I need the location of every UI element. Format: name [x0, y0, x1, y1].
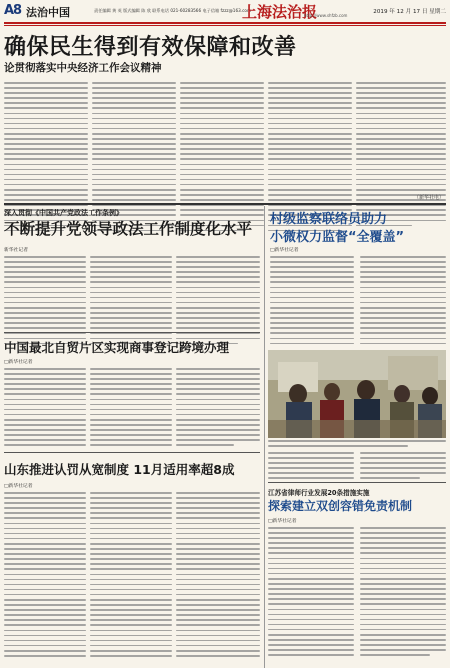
section-divider-1 [4, 203, 446, 205]
article2-kicker: 深入贯彻《中国共产党政法工作条例》 [4, 209, 123, 217]
photo-scene [268, 350, 446, 438]
article3-body-col-2 [360, 256, 446, 348]
article3-byline: □新华社记者 [270, 248, 299, 253]
article3-body-col-3 [268, 452, 354, 483]
article6-body-col-1 [268, 527, 354, 659]
article6-headline: 探索建立双创容错免责机制 [268, 499, 413, 513]
masthead-rule [4, 22, 446, 24]
article3-headline-line1: 村级监察联络员助力 [270, 212, 388, 227]
article5-body-col-3 [176, 492, 260, 660]
article3-body-col-4 [360, 452, 446, 483]
editor-info: 责任编辑 黄 英 版式编辑 陈 欣 联系电话 021-60283566 电子信箱 fzzz@163.com [94, 8, 252, 13]
lead-headline: 确保民生得到有效保障和改善 [4, 35, 297, 60]
article2-body-col-2 [90, 256, 172, 348]
section-divider-3 [4, 452, 260, 453]
newspaper-logo: 上海法治报 [242, 3, 318, 21]
article2-byline-text: 新华社记者 [4, 248, 28, 253]
section-name: 法治中国 [26, 6, 70, 19]
article6-body-col-2 [360, 527, 446, 659]
article3-headline-line2: 小微权力监督“全覆盖” [270, 230, 405, 245]
issue-date: 2019 年 12 月 17 日 星期二 [373, 9, 446, 15]
lead-subheadline: 论贯彻落实中央经济工作会议精神 [4, 62, 162, 74]
column-divider-right [264, 206, 265, 362]
article2-headline: 不断提升党领导政法工作制度化水平 [4, 220, 253, 238]
article5-byline: □新华社记者 [4, 484, 33, 489]
article3-body-col-1 [270, 256, 354, 348]
lead-signature: （新华社电） [414, 195, 445, 201]
article3-photo-caption [268, 440, 446, 450]
article3-photo [268, 350, 446, 438]
masthead-rule-thin [4, 25, 446, 26]
page-number: A8 [4, 3, 22, 18]
article4-byline: □新华社记者 [4, 360, 33, 365]
article2-body-col-3 [176, 256, 260, 348]
article6-byline: □新华社记者 [268, 519, 297, 524]
newspaper-url: http://www.shfzb.com [304, 13, 348, 18]
article5-body-col-2 [90, 492, 172, 660]
section-divider-4 [268, 482, 446, 483]
article4-body-col-1 [4, 368, 86, 450]
article5-body-col-1 [4, 492, 86, 660]
article2-body-col-1 [4, 256, 86, 348]
section-divider-2 [4, 332, 260, 333]
masthead [4, 2, 446, 22]
lead-body-col-3 [180, 82, 264, 235]
article6-kicker: 江苏省律师行业发展20条措施实施 [268, 489, 370, 497]
article4-body-col-3 [176, 368, 260, 450]
article4-headline: 中国最北自贸片区实现商事登记跨境办理 [4, 340, 230, 355]
column-divider-lower [264, 362, 265, 668]
article5-headline: 山东推进认罚从宽制度 11月适用率超8成 [4, 462, 235, 477]
article4-body-col-2 [90, 368, 172, 450]
article2-byline [4, 246, 28, 253]
